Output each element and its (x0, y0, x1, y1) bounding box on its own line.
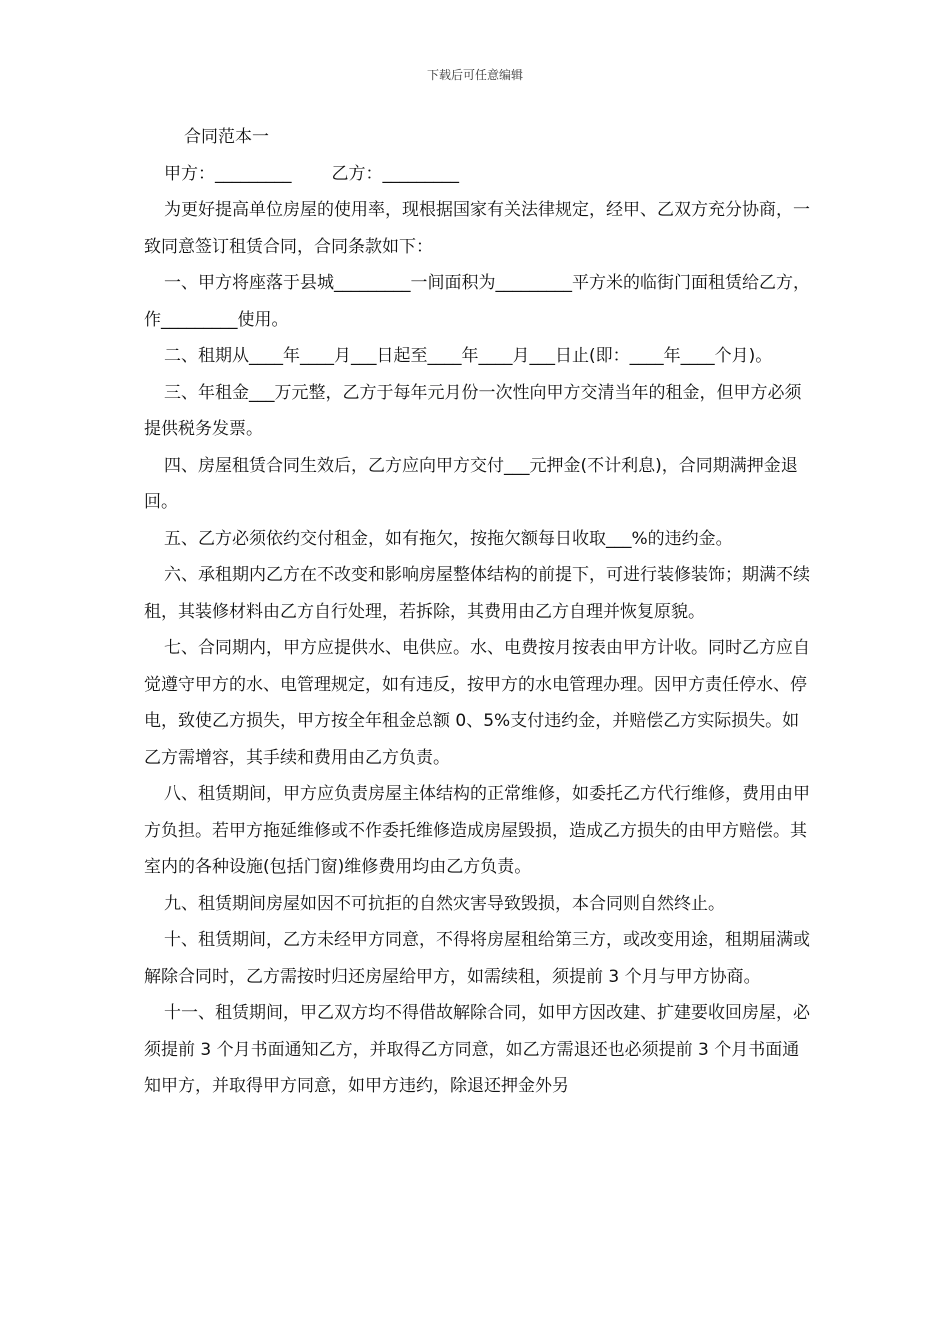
clause-9: 九、租赁期间房屋如因不可抗拒的自然灾害导致毁损，本合同则自然终止。 (164, 893, 725, 914)
party-b: 乙方：_________ (331, 163, 459, 184)
clause-7: 七、合同期内，甲方应提供水、电供应。水、电费按月按表由甲方计收。同时乙方应自觉遵守甲方的水、电管理规定，如有违反，按甲方的水电管理办理。因甲方责任停水、停电，致使乙方损失，甲方按全年租金总额 0、5%支付违约金，并赔偿乙方实际损失。如乙方需增容，其手续和费用由乙方负责。 (144, 638, 810, 768)
contract-body (144, 119, 810, 1105)
contract-title: 合同范本一 (184, 127, 269, 147)
clause-3: 三、年租金___万元整，乙方于每年元月份一次性向甲方交清当年的租金，但甲方必须提供税务发票。 (144, 382, 802, 439)
page-header: 下载后可任意编辑 (426, 68, 523, 82)
clause-6: 六、承租期内乙方在不改变和影响房屋整体结构的前提下，可进行装修装饰；期满不续租，其装修材料由乙方自行处理，若拆除，其费用由乙方自理并恢复原貌。 (144, 565, 810, 622)
clause-11: 十一、租赁期间，甲乙双方均不得借故解除合同，如甲方因改建、扩建要收回房屋，必须提前 3 个月书面通知乙方，并取得乙方同意，如乙方需退还也必须提前 3 个月书面通知甲方，并取得甲方同意，如甲方违约，除退还押金外另 (144, 1003, 810, 1096)
clause-5: 五、乙方必须依约交付租金，如有拖欠，按拖欠额每日收取___%的违约金。 (164, 528, 733, 549)
clause-4: 四、房屋租赁合同生效后，乙方应向甲方交付___元押金(不计利息)，合同期满押金退回。 (144, 455, 798, 512)
paragraph-intro: 为更好提高单位房屋的使用率，现根据国家有关法律规定，经甲、乙双方充分协商，一致同意签订租赁合同，合同条款如下： (144, 200, 810, 257)
clause-2: 二、租期从____年____月___日起至____年____月___日止(即：____年____个月)。 (164, 346, 773, 366)
clause-8: 八、租赁期间，甲方应负责房屋主体结构的正常维修，如委托乙方代行维修，费用由甲方负担。若甲方拖延维修或不作委托维修造成房屋毁损，造成乙方损失的由甲方赔偿。其室内的各种设施(包括门窗)维修费用均由乙方负责。 (144, 784, 810, 877)
clause-10: 十、租赁期间，乙方未经甲方同意，不得将房屋租给第三方，或改变用途，租期届满或解除合同时，乙方需按时归还房屋给甲方，如需续租，须提前 3 个月与甲方协商。 (144, 930, 810, 987)
party-a: 甲方：_________ (164, 163, 292, 184)
clause-1: 一、甲方将座落于县城_________一间面积为_________平方米的临街门面租赁给乙方，作_________使用。 (144, 273, 810, 330)
parties-line (144, 156, 810, 193)
